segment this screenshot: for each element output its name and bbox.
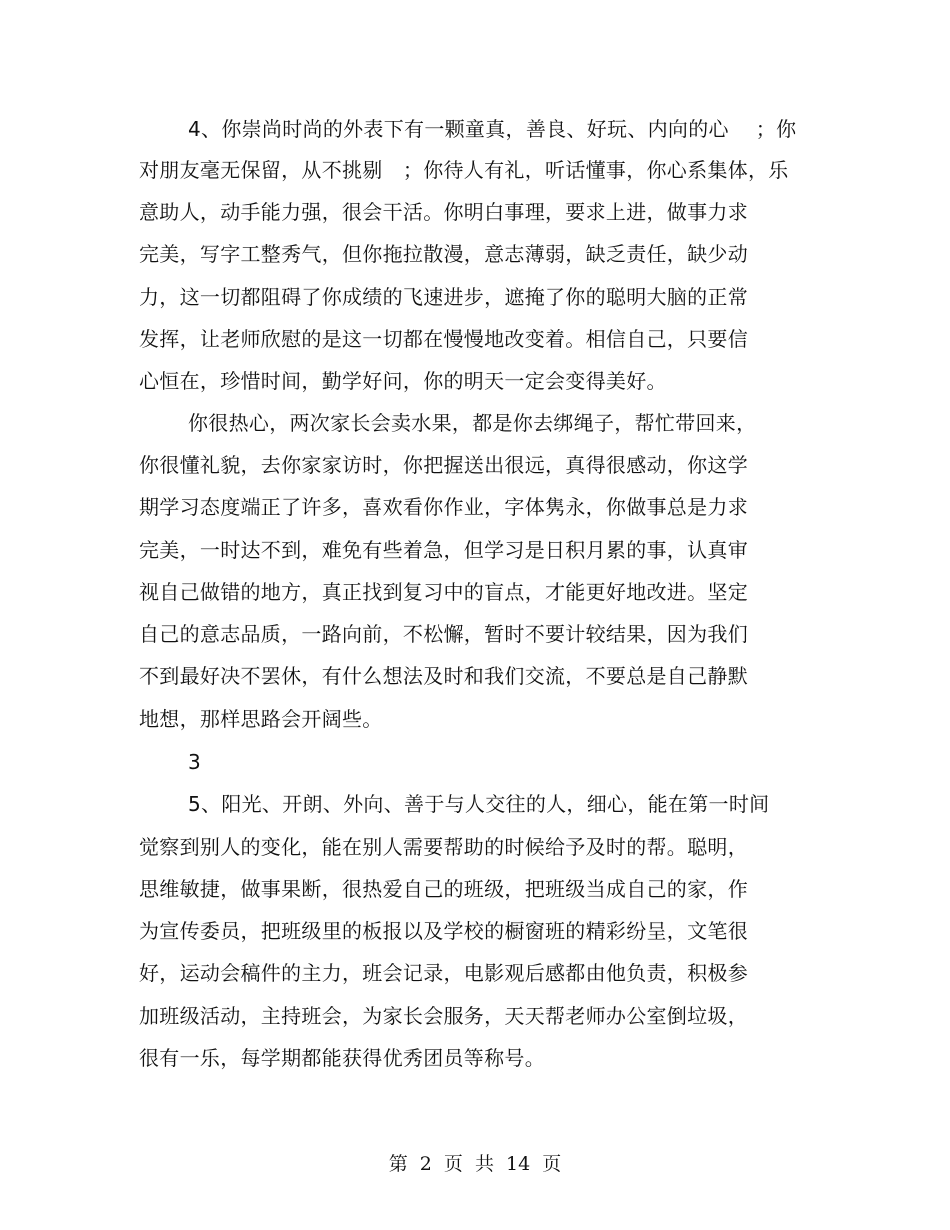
paragraph-2-line: 视自己做错的地方，真正找到复习中的盲点，才能更好地改进。坚定 [139, 580, 748, 604]
paragraph-1-line: 意助人，动手能力强，很会干活。你明白事理，要求上进，做事力求 [139, 200, 748, 224]
paragraph-1-line: 完美，写字工整秀气，但你拖拉散漫，意志薄弱，缺乏责任，缺少动 [139, 242, 748, 266]
paragraph-1-line: 力，这一切都阻碍了你成绩的飞速进步，遮掩了你的聪明大脑的正常 [139, 285, 748, 309]
paragraph-2-line: 完美，一时达不到，难免有些着急，但学习是日积月累的事，认真审 [139, 538, 748, 562]
paragraph-1-line: 心恒在，珍惜时间，勤学好问，你的明天一定会变得美好。 [139, 369, 667, 393]
paragraph-2-line: 你很懂礼貌，去你家家访时，你把握送出很远，真得很感动，你这学 [139, 453, 748, 477]
paragraph-2-line: 不到最好决不罢休，有什么想法及时和我们交流，不要总是自己静默 [139, 664, 748, 688]
paragraph-2-line: 你很热心，两次家长会卖水果，都是你去绑绳子，帮忙带回来， [188, 411, 757, 435]
paragraph-3-line: 思维敏捷，做事果断，很热爱自己的班级，把班级当成自己的家，作 [139, 877, 748, 901]
paragraph-3-line: 5、阳光、开朗、外向、善于与人交往的人，细心，能在第一时间 [188, 792, 770, 816]
paragraph-3-line: 加班级活动，主持班会，为家长会服务，天天帮老师办公室倒垃圾， [139, 1004, 748, 1028]
paragraph-3-line: 觉察到别人的变化，能在别人需要帮助的时候给予及时的帮。聪明， [139, 835, 748, 859]
paragraph-1-line: 4、你崇尚时尚的外表下有一颗童真，善良、好玩、内向的心 ；你 [188, 117, 797, 141]
paragraph-1-line: 发挥，让老师欣慰的是这一切都在慢慢地改变着。相信自己，只要信 [139, 327, 748, 351]
paragraph-3-line: 很有一乐，每学期都能获得优秀团员等称号。 [139, 1046, 545, 1070]
paragraph-2-line: 期学习态度端正了许多，喜欢看你作业，字体隽永，你做事总是力求 [139, 495, 748, 519]
paragraph-2-line: 地想，那样思路会开阔些。 [139, 707, 383, 731]
paragraph-3-line: 好，运动会稿件的主力，班会记录，电影观后感都由他负责，积极参 [139, 961, 748, 985]
paragraph-3-line: 为宣传委员，把班级里的板报以及学校的橱窗班的精彩纷呈，文笔很 [139, 919, 748, 943]
page-footer: 第 2 页 共 14 页 [388, 1153, 562, 1175]
paragraph-1-line: 对朋友毫无保留，从不挑剔 ；你待人有礼，听话懂事，你心系集体，乐 [139, 158, 789, 182]
paragraph-2-line: 自己的意志品质，一路向前，不松懈，暂时不要计较结果，因为我们 [139, 622, 748, 646]
section-number: 3 [188, 750, 202, 774]
